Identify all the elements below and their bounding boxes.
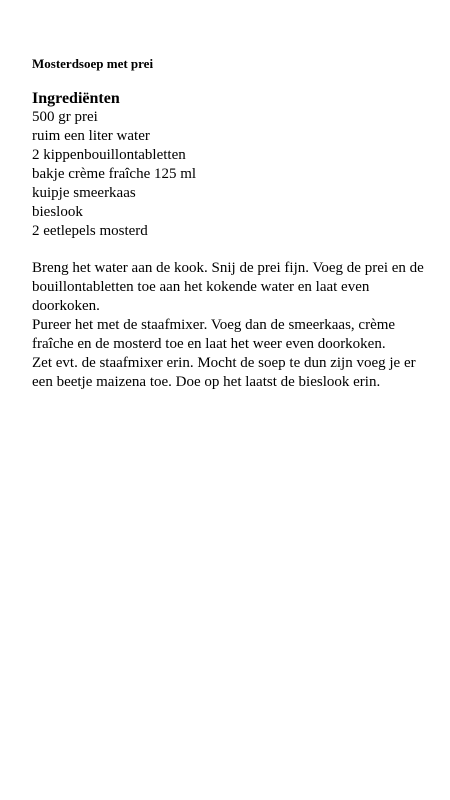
instructions-section bbox=[32, 259, 432, 392]
ingredient-item: 2 eetlepels mosterd bbox=[32, 223, 148, 239]
ingredient-item: bieslook bbox=[32, 204, 83, 220]
instruction-paragraph: Breng het water aan de kook. Snij de prei fijn. Voeg de prei en de bouillontabletten toe aan het kokende water en laat even doorkoken. bbox=[32, 260, 424, 314]
instruction-paragraph: Pureer het met de staafmixer. Voeg dan de smeerkaas, crème fraîche en de mosterd toe en laat het weer even doorkoken. bbox=[32, 317, 396, 352]
ingredient-item: bakje crème fraîche 125 ml bbox=[32, 166, 197, 182]
ingredients-list bbox=[32, 108, 432, 241]
ingredient-item: ruim een liter water bbox=[32, 128, 150, 144]
instruction-paragraph: Zet evt. de staafmixer erin. Mocht de soep te dun zijn voeg je er een beetje maizena toe. Doe op het laatst de bieslook erin. bbox=[32, 355, 416, 390]
ingredient-item: kuipje smeerkaas bbox=[32, 185, 136, 201]
ingredient-item: 2 kippenbouillontabletten bbox=[32, 147, 186, 163]
recipe-title: Mosterdsoep met prei bbox=[32, 56, 154, 71]
ingredient-item: 500 gr prei bbox=[32, 109, 98, 125]
ingredients-section bbox=[32, 89, 432, 241]
ingredients-heading: Ingrediënten bbox=[32, 90, 120, 107]
